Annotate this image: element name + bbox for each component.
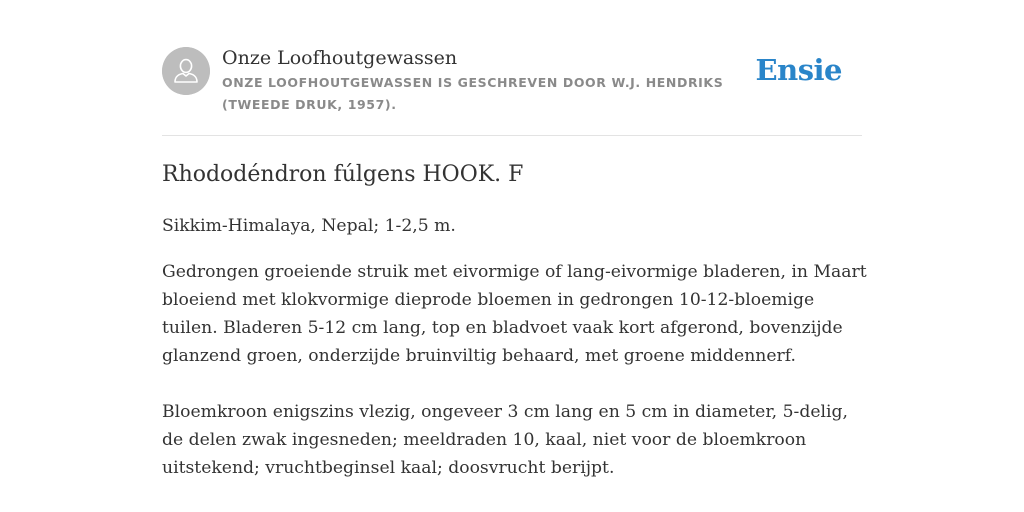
book-subtitle: ONZE LOOFHOUTGEWASSEN IS GESCHREVEN DOOR W.J. HENDRIKS (TWEEDE DRUK, 1957). (222, 75, 724, 112)
entry-body (162, 212, 867, 500)
book-header (162, 46, 862, 136)
header-divider (162, 135, 862, 136)
entry-paragraph-description: Gedrongen groeiende struik met eivormige of lang-eivormige bladeren, in Maart bloeiend met klokvormige dieprode bloemen in gedrongen 10-12-bloemige tuilen. Bladeren 5-12 cm lang, top en bladvoet vaak kort afgerond, bovenzijde glanzend groen, onderzijde bruinviltig behaard, met groene middennerf. (162, 262, 867, 366)
user-silhouette-icon (162, 47, 210, 95)
ensie-logo[interactable]: Ensie (755, 53, 842, 87)
entry-paragraph-location: Sikkim-Himalaya, Nepal; 1-2,5 m. (162, 216, 456, 236)
book-title[interactable]: Onze Loofhoutgewassen (222, 47, 458, 69)
entry-title: Rhododéndron fúlgens HOOK. F (162, 162, 524, 187)
entry-paragraph-flower: Bloemkroon enigszins vlezig, ongeveer 3 cm lang en 5 cm in diameter, 5-delig, de delen zwak ingesneden; meeldraden 10, kaal, niet voor de bloemkroon uitstekend; vruchtbeginsel kaal; doosvrucht berijpt. (162, 402, 848, 478)
